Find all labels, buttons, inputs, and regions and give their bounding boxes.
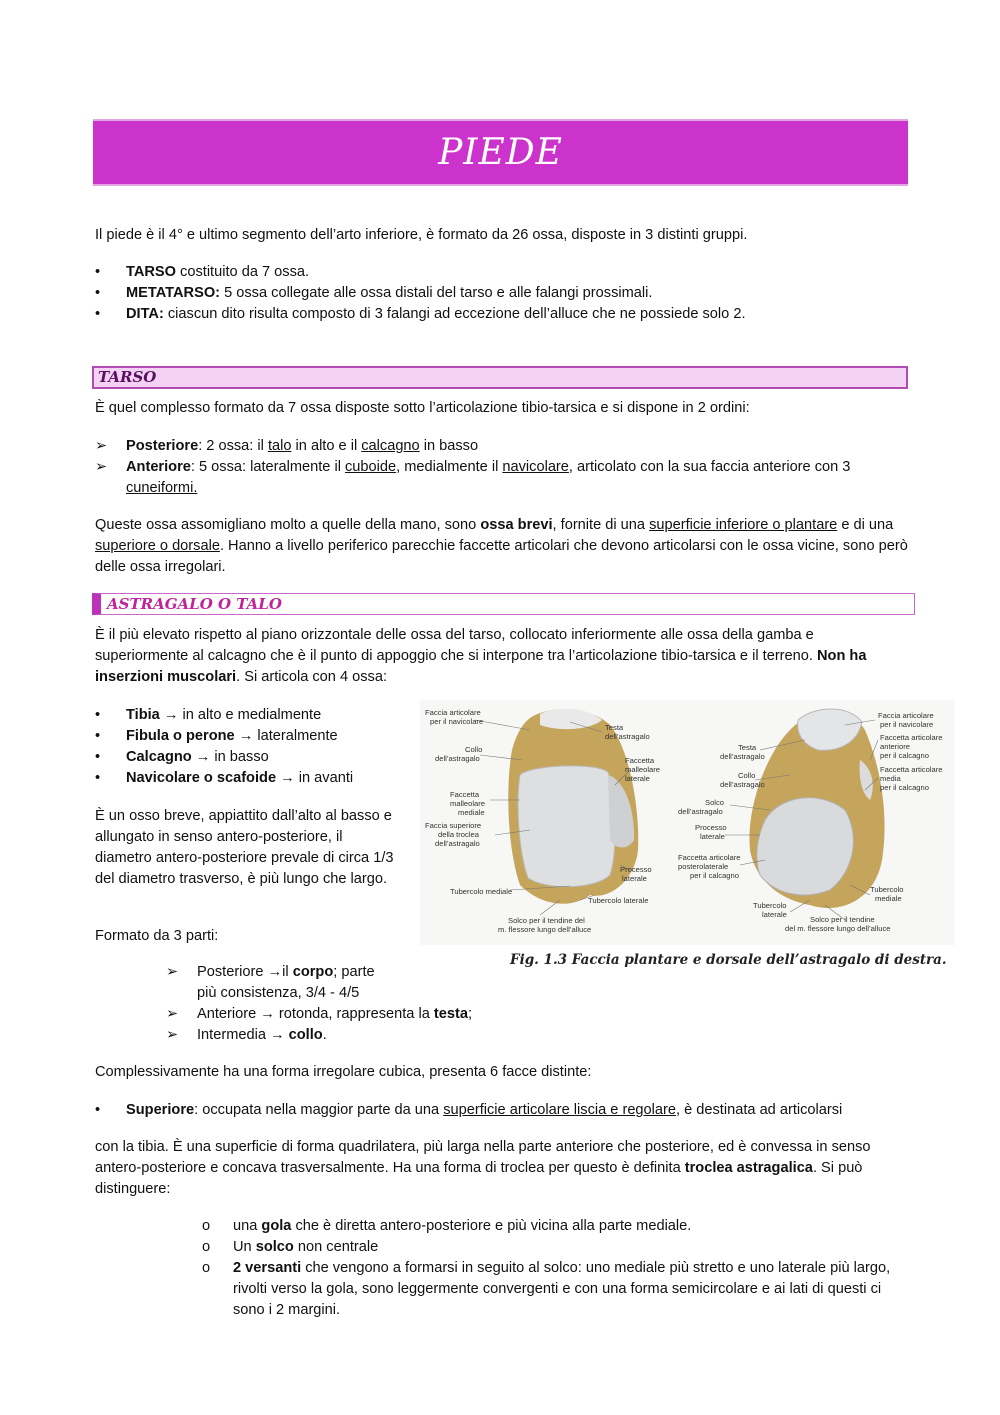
svg-text:Faccetta articolare: Faccetta articolare xyxy=(880,733,943,742)
arrow-bullet-icon: ➢ xyxy=(166,964,179,980)
svg-text:Solco per il tendine del: Solco per il tendine del xyxy=(508,916,585,925)
svg-text:Faccia articolare: Faccia articolare xyxy=(425,708,481,717)
bullet-icon: • xyxy=(95,728,101,744)
section-heading-tarso: TARSO xyxy=(92,366,908,389)
svg-text:Processo: Processo xyxy=(620,865,652,874)
troclea-features-list xyxy=(202,1216,912,1321)
svg-text:della troclea: della troclea xyxy=(438,830,479,839)
svg-text:laterale: laterale xyxy=(625,774,650,783)
articulations-list xyxy=(95,705,415,789)
arrow-bullet-icon: ➢ xyxy=(95,438,108,454)
faces-list xyxy=(95,1100,915,1121)
svg-text:media: media xyxy=(880,774,901,783)
list-item: ➢ Intermedia → collo. xyxy=(166,1025,496,1046)
list-item: ➢ Posteriore: 2 ossa: il talo in alto e il calcagno in basso xyxy=(95,436,910,457)
circle-bullet-icon: o xyxy=(202,1260,211,1276)
page-title-banner xyxy=(93,119,908,186)
list-item: • Superiore: occupata nella maggior parte da una superficie articolare liscia e regolare, è destinata ad articolarsi xyxy=(95,1100,915,1121)
svg-text:Tubercolo: Tubercolo xyxy=(870,885,904,894)
bullet-icon: • xyxy=(95,264,101,280)
svg-text:per il calcagno: per il calcagno xyxy=(880,783,929,792)
svg-text:Faccia superiore: Faccia superiore xyxy=(425,821,482,830)
svg-text:Faccetta articolare: Faccetta articolare xyxy=(678,853,741,862)
svg-text:dell’astragalo: dell’astragalo xyxy=(720,752,765,761)
svg-text:del m. flessore lungo dell’all: del m. flessore lungo dell’alluce xyxy=(785,924,891,933)
troclea-paragraph: con la tibia. È una superficie di forma quadrilatera, più larga nella parte anteriore che posteriore, ed è convessa in senso antero-posteriore e concava trasversalmente. Ha una forma di troclea per questo è definita troclea astragalica. Si può distinguere: xyxy=(95,1139,871,1197)
bullet-icon: • xyxy=(95,749,101,765)
list-item: • METATARSO: 5 ossa collegate alle ossa distali del tarso e alle falangi prossimali. xyxy=(95,283,915,304)
svg-text:posterolaterale: posterolaterale xyxy=(678,862,729,871)
list-item: ➢ Anteriore → rotonda, rappresenta la testa; xyxy=(166,1004,496,1025)
parts-intro: Formato da 3 parti: xyxy=(95,928,219,944)
svg-text:anteriore: anteriore xyxy=(880,742,910,751)
astragalo-paragraph: È il più elevato rispetto al piano orizzontale delle ossa del tarso, collocato inferiormente alle ossa della gamba e superiormente al calcagno che è il punto di appoggio che si interpone tra l’articolazione tibio-tarsica e il terreno. Non ha inserzioni muscolari. Si articola con 4 ossa: xyxy=(95,627,867,685)
svg-text:Faccetta: Faccetta xyxy=(450,790,480,799)
circle-bullet-icon: o xyxy=(202,1239,211,1255)
figure-caption: Fig. 1.3 Faccia plantare e dorsale dell’astragalo di destra. xyxy=(510,952,947,968)
svg-text:Faccetta articolare: Faccetta articolare xyxy=(880,765,943,774)
svg-text:laterale: laterale xyxy=(700,832,725,841)
svg-text:Solco per il tendine: Solco per il tendine xyxy=(810,915,875,924)
svg-text:mediale: mediale xyxy=(875,894,902,903)
svg-text:Testa: Testa xyxy=(605,723,624,732)
list-item: • DITA: ciascun dito risulta composto di 3 falangi ad eccezione dell’alluce che ne possiede solo 2. xyxy=(95,304,915,325)
arrow-bullet-icon: ➢ xyxy=(166,1006,179,1022)
arrow-bullet-icon: ➢ xyxy=(95,459,108,475)
svg-text:laterale: laterale xyxy=(762,910,787,919)
svg-text:Tubercolo mediale: Tubercolo mediale xyxy=(450,887,513,896)
svg-text:Faccia articolare: Faccia articolare xyxy=(878,711,934,720)
svg-text:laterale: laterale xyxy=(622,874,647,883)
arrow-bullet-icon: ➢ xyxy=(166,1027,179,1043)
astragalo-description: È un osso breve, appiattito dall’alto al basso e allungato in senso antero-posteriore, il diametro antero-posteriore prevale di circa 1/3 del diametro trasverso, è più lungo che largo. xyxy=(95,808,394,887)
section-heading-astragalo: ASTRAGALO O TALO xyxy=(92,593,915,615)
list-item: ➢ Anteriore: 5 ossa: lateralmente il cuboide, medialmente il navicolare, articolato con la sua faccia anteriore con 3 cuneiformi. xyxy=(95,459,851,496)
svg-text:per il calcagno: per il calcagno xyxy=(690,871,739,880)
svg-text:Faccetta: Faccetta xyxy=(625,756,655,765)
intro-paragraph: Il piede è il 4° e ultimo segmento dell’arto inferiore, è formato da 26 ossa, disposte in 3 distinti gruppi. xyxy=(95,227,748,243)
svg-text:per il navicolare: per il navicolare xyxy=(880,720,934,729)
svg-text:Collo: Collo xyxy=(465,745,483,754)
svg-text:Processo: Processo xyxy=(695,823,727,832)
svg-text:Tubercolo laterale: Tubercolo laterale xyxy=(588,896,649,905)
shape-paragraph: Complessivamente ha una forma irregolare cubica, presenta 6 facce distinte: xyxy=(95,1064,592,1080)
tarso-orders-list xyxy=(95,436,910,499)
circle-bullet-icon: o xyxy=(202,1218,211,1234)
list-item: • Calcagno → in basso xyxy=(95,747,415,768)
list-item: o una gola che è diretta antero-posteriore e più vicina alla parte mediale. xyxy=(202,1216,912,1237)
svg-text:Collo: Collo xyxy=(738,771,756,780)
svg-text:dell’astragalo: dell’astragalo xyxy=(435,839,480,848)
bullet-icon: • xyxy=(95,306,101,322)
svg-text:dell’astragalo: dell’astragalo xyxy=(678,807,723,816)
bullet-icon: • xyxy=(95,770,101,786)
list-item: • Fibula o perone → lateralmente xyxy=(95,726,415,747)
svg-text:dell’astragalo: dell’astragalo xyxy=(435,754,480,763)
bullet-icon: • xyxy=(95,1102,101,1118)
list-item: • Navicolare o scafoide → in avanti xyxy=(95,768,415,789)
list-item: o Un solco non centrale xyxy=(202,1237,912,1258)
svg-text:dell’astragalo: dell’astragalo xyxy=(720,780,765,789)
bullet-icon: • xyxy=(95,707,101,723)
svg-text:Testa: Testa xyxy=(738,743,757,752)
astragalus-figure xyxy=(420,700,955,945)
svg-text:mediale: mediale xyxy=(458,808,485,817)
bullet-icon: • xyxy=(95,285,101,301)
svg-text:m. flessore lungo dell’alluce: m. flessore lungo dell’alluce xyxy=(498,925,592,934)
list-item: ➢ Posteriore →il corpo; parte più consistenza, 3/4 - 4/5 xyxy=(166,964,375,1001)
svg-text:malleolare: malleolare xyxy=(625,765,661,774)
svg-text:Solco: Solco xyxy=(705,798,724,807)
list-item: • TARSO costituito da 7 ossa. xyxy=(95,262,915,283)
list-item: o 2 versanti che vengono a formarsi in seguito al solco: uno mediale più stretto e uno laterale più largo, rivolti verso la gola, sono leggermente convergenti e con una forma semicircolare e ai lati di questi ci sono i 2 margini. xyxy=(202,1260,891,1318)
svg-text:malleolare: malleolare xyxy=(450,799,486,808)
svg-text:per il navicolare: per il navicolare xyxy=(430,717,484,726)
tarso-intro: È quel complesso formato da 7 ossa disposte sotto l’articolazione tibio-tarsica e si dispone in 2 ordini: xyxy=(95,400,750,416)
page-title: PIEDE xyxy=(438,132,563,173)
svg-text:dell’astragalo: dell’astragalo xyxy=(605,732,650,741)
tarso-paragraph: Queste ossa assomigliano molto a quelle della mano, sono ossa brevi, fornite di una superficie inferiore o plantare e di una superiore o dorsale. Hanno a livello periferico parecchie faccette articolari che devono articolarsi con le ossa vicine, sono però delle ossa irregolari. xyxy=(95,517,908,575)
parts-list xyxy=(166,962,496,1046)
list-item: • Tibia → in alto e medialmente xyxy=(95,705,415,726)
bone-groups-list xyxy=(95,262,915,325)
svg-text:Tubercolo: Tubercolo xyxy=(753,901,787,910)
svg-text:per il calcagno: per il calcagno xyxy=(880,751,929,760)
